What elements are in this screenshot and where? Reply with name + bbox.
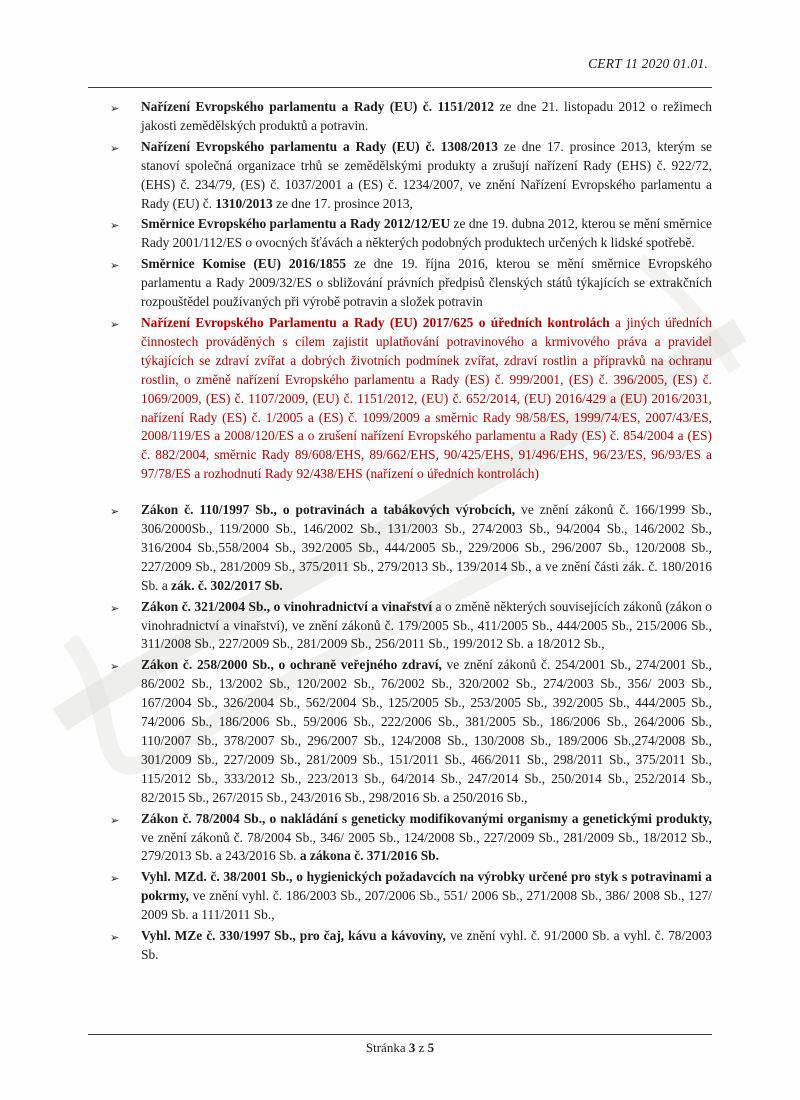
list-item: [110, 598, 712, 655]
footer-total-pages: 5: [427, 1040, 435, 1055]
list-item: [110, 314, 712, 484]
text-segment: ze dne 19. dubna 2012, kterou se mění směrnice Rady 2001/112/ES o ovocných šťávách a některých podobných produktech určených k lidské spotřebě.: [141, 216, 712, 251]
text-segment: ve znění zákonů č. 166/1999 Sb., 306/2000Sb., 119/2000 Sb., 146/2002 Sb., 131/2003 Sb., 274/2003 Sb., 94/2004 Sb., 146/2002 Sb., 316/2004 Sb.,558/2004 Sb., 392/2005 Sb., 444/2005 Sb., 229/2006 Sb., 296/2007 Sb., 120/2008 Sb., 227/2009 Sb., 281/2009 Sb., 375/2011 Sb., 279/2013 Sb., 139/2014 Sb., a ve znění části zák. č. 180/2016 Sb. a: [141, 502, 712, 593]
footer-divider: [88, 1034, 712, 1035]
text-segment: ve znění vyhl. č. 91/2000 Sb. a vyhl. č. 78/2003 Sb.: [141, 928, 712, 962]
list-item-text: [141, 927, 712, 965]
text-segment: Zákon č. 321/2004 Sb., o vinohradnictví a vinařství: [141, 598, 436, 614]
list-item: [110, 810, 712, 867]
list-item-text: [141, 810, 712, 867]
text-segment: Zákon č. 258/2000 Sb., o ochraně veřejného zdraví,: [141, 657, 447, 673]
list-item-text: [141, 138, 712, 214]
text-segment: Vyhl. MZd. č. 38/2001 Sb., o hygienických požadavcích na výrobky určené pro styk s potravinami a pokrmy,: [141, 869, 712, 904]
list-item: [110, 501, 712, 596]
footer-prefix: Stránka: [365, 1040, 409, 1055]
list-item: [110, 215, 712, 253]
text-segment: ze dne 19. října 2016, kterou se mění směrnice Evropského parlamentu a Rady 2009/32/ES o sbližování právních předpisů členských států týkajících se extrakčních rozpouštědel používaných při výrobě potravin a složek potravin: [141, 256, 712, 310]
list-item: [110, 868, 712, 925]
arrow-bullet-icon: ➢: [110, 931, 120, 945]
arrow-bullet-icon: ➢: [110, 505, 120, 519]
text-segment: Nařízení Evropského Parlamentu a Rady (EU) 2017/625 o úředních kontrolách: [141, 314, 616, 330]
text-segment: 1310/2013: [215, 195, 277, 211]
list-item-text: [141, 501, 712, 596]
list-item: [110, 255, 712, 312]
list-item: [110, 98, 712, 136]
page-number-footer: [0, 1040, 800, 1056]
text-segment: a zákona č. 371/2016 Sb.: [299, 848, 439, 864]
text-segment: ze dne 17. prosince 2013,: [276, 195, 413, 211]
list-item-text: [141, 215, 712, 253]
arrow-bullet-icon: ➢: [110, 872, 120, 886]
header-divider: [88, 87, 712, 88]
arrow-bullet-icon: ➢: [110, 601, 120, 615]
arrow-bullet-icon: ➢: [110, 813, 120, 827]
footer-separator: z: [415, 1040, 428, 1055]
list-item-text: [141, 656, 712, 807]
text-segment: Nařízení Evropského parlamentu a Rady (EU) č. 1151/2012: [141, 99, 500, 114]
text-segment: Směrnice Evropského parlamentu a Rady 2012/12/EU: [141, 216, 454, 232]
list-item: [110, 927, 712, 965]
arrow-bullet-icon: ➢: [110, 102, 120, 115]
list-item-text: [141, 255, 712, 312]
footer-current-page: 3: [408, 1040, 416, 1055]
text-segment: Zákon č. 110/1997 Sb., o potravinách a tabákových výrobcích,: [141, 502, 522, 518]
list-item-text: [141, 314, 712, 484]
text-segment: ze dne 17. prosince 2013, kterým se stanoví společná organizace trhů se zemědělskými produkty a zrušují nařízení Rady (EHS) č. 922/72, (EHS) č. 234/79, (ES) č. 1037/2001 a (ES) č. 1234/2007, ve znění Nařízení Evropského parlamentu a Rady (EU) č.: [141, 138, 712, 211]
arrow-bullet-icon: ➢: [110, 219, 120, 233]
text-segment: Směrnice Komise (EU) 2016/1855: [141, 256, 355, 272]
text-segment: a jiných úředních činnostech prováděných s cílem zajistit uplatňování potravinového a krmivového práva a pravidel týkajících se zdraví zvířat a dobrých životních podmínek zvířat, zdraví rostlin a přípravků na ochranu rostlin, o změně nařízení Evropského parlamentu a Rady (ES) č. 999/2001, (ES) č. 396/2005, (ES) č. 1069/2009, (ES) č. 1107/2009, (EU) č. 1151/2012, (EU) č. 652/2014, (EU) 2016/429 a (EU) 2016/2031, nařízení Rady (ES) č. 1/2005 a (ES) č. 1099/2009 a směrnic Rady 98/58/ES, 1999/74/ES, 2007/43/ES, 2008/119/ES a 2008/120/ES a o zrušení nařízení Evropského parlamentu a Rady (ES) č. 854/2004 a (ES) č. 882/2004, směrnic Rady 89/608/EHS, 89/662/EHS, 90/425/EHS, 91/496/EHS, 96/23/ES, 96/93/ES a 97/78/ES a rozhodnutí Rady 92/438/EHS (nařízení o úředních kontrolách): [141, 314, 712, 482]
arrow-bullet-icon: ➢: [110, 141, 120, 155]
document-code: CERT 11 2020 01.01.: [588, 56, 708, 71]
arrow-bullet-icon: ➢: [110, 660, 120, 674]
text-segment: Nařízení Evropského parlamentu a Rady (EU) č. 1308/2013: [141, 138, 504, 154]
text-segment: zák. č. 302/2017 Sb.: [171, 577, 283, 593]
text-segment: Zákon č. 78/2004 Sb., o nakládání s geneticky modifikovanými organismy a genetickými produkty,: [141, 810, 712, 826]
list-item: [110, 138, 712, 214]
list-item-text: [141, 868, 712, 925]
text-segment: ve znění zákonů č. 78/2004 Sb., 346/ 2005 Sb., 124/2008 Sb., 227/2009 Sb., 281/2009 Sb., 18/2012 Sb., 279/2013 Sb. a 243/2016 Sb.: [141, 829, 712, 864]
text-segment: ve znění zákonů č. 254/2001 Sb., 274/2001 Sb., 86/2002 Sb., 13/2002 Sb., 120/2002 Sb., 76/2002 Sb., 320/2002 Sb., 274/2003 Sb., 356/ 2003 Sb., 167/2004 Sb., 326/2004 Sb., 562/2004 Sb., 125/2005 Sb., 253/2005 Sb., 392/2005 Sb., 444/2005 Sb., 74/2006 Sb., 186/2006 Sb., 59/2006 Sb., 222/2006 Sb., 381/2005 Sb., 186/2006 Sb., 264/2006 Sb., 110/2007 Sb., 378/2007 Sb., 296/2007 Sb., 124/2008 Sb., 130/2008 Sb., 189/2006 Sb.,274/2008 Sb., 301/2009 Sb., 227/2009 Sb., 281/2009 Sb., 151/2011 Sb., 466/2011 Sb., 298/2011 Sb., 375/2011 Sb., 115/2012 Sb., 333/2012 Sb., 223/2013 Sb., 64/2014 Sb., 247/2014 Sb., 250/2014 Sb., 252/2014 Sb., 82/2015 Sb., 267/2015 Sb., 243/2016 Sb., 298/2016 Sb. a 250/2016 Sb.,: [141, 657, 712, 805]
text-segment: a o změně některých souvisejících zákonů (zákon o vinohradnictví a vinařství), ve znění zákonů č. 179/2005 Sb., 411/2005 Sb., 444/2005 Sb., 215/2006 Sb., 311/2008 Sb., 227/2009 Sb., 281/2009 Sb., 256/2011 Sb., 199/2012 Sb. a 18/2012 Sb.,: [141, 598, 713, 652]
list-item-text: [141, 598, 712, 655]
regulation-list: [110, 98, 712, 967]
text-segment: ve znění vyhl. č. 186/2003 Sb., 207/2006 Sb., 551/ 2006 Sb., 271/2008 Sb., 386/ 2008 Sb., 127/ 2009 Sb. a 111/2011 Sb.,: [141, 888, 713, 923]
text-segment: Vyhl. MZe č. 330/1997 Sb., pro čaj, kávu a kávoviny,: [141, 928, 450, 944]
arrow-bullet-icon: ➢: [110, 317, 120, 331]
text-segment: ze dne 21. listopadu 2012 o režimech jakosti zemědělských produktů a potravin.: [141, 99, 712, 133]
list-item-text: [141, 98, 712, 136]
arrow-bullet-icon: ➢: [110, 259, 120, 273]
list-item: [110, 656, 712, 807]
